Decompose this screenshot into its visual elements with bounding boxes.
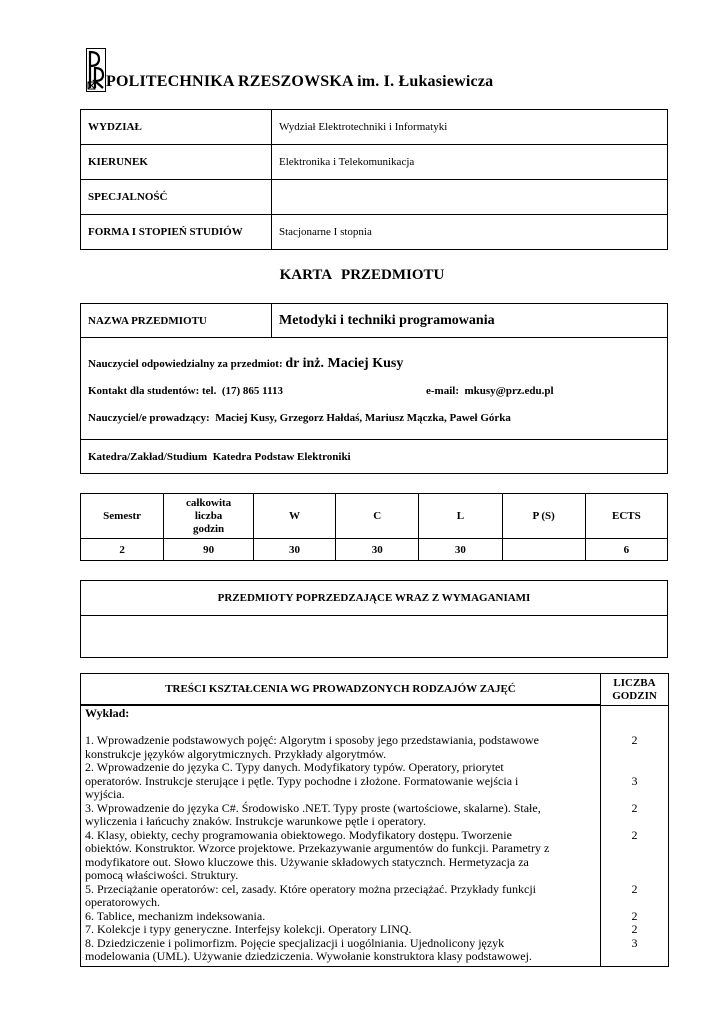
hours-column-header: LICZBA GODZIN — [601, 674, 669, 706]
hours-header: W — [253, 494, 335, 539]
list-item: 7. Kolekcje i typy generyczne. Interfejsy kolekcji. Operatory LINQ. — [85, 922, 412, 936]
info-row — [81, 180, 668, 215]
topic-list — [85, 734, 596, 964]
lecturers-line — [88, 411, 667, 425]
subject-table — [80, 303, 668, 474]
info-label: SPECJALNOŚĆ — [81, 180, 272, 215]
list-item: 8. Dziedziczenie i polimorfizm. Pojęcie specjalizacji i uogólniania. Ujednolicony język modelowania (UML). Używanie dziedziczenia. Wywołanie konstruktora klasy podstawowej. — [85, 935, 532, 963]
topic-hours: 2 — [631, 800, 638, 815]
list-item: 3. Wprowadzenie do języka C#. Środowisko .NET. Typy proste (wartościowe, skalarne). Stałe, wyliczenia i łańcuchy znaków. Instrukcje warunkowe pętle i operatory. — [85, 800, 541, 828]
hours-header: całkowita liczba godzin — [164, 494, 254, 539]
content-body — [81, 706, 601, 967]
list-item: 6. Tablice, mechanizm indeksowania. — [85, 908, 266, 923]
subject-name-label: NAZWA PRZEDMIOTU — [81, 304, 272, 338]
topic-hours: 2 — [631, 827, 638, 842]
teacher-line — [88, 357, 667, 371]
phone: (17) 865 1113 — [221, 384, 283, 397]
topic-hours: 2 — [631, 881, 638, 896]
info-value: Elektronika i Telekomunikacja — [272, 145, 668, 180]
info-value — [272, 180, 668, 215]
topic-hours: 2 — [631, 733, 638, 747]
department: Katedra Podstaw Elektroniki — [212, 450, 351, 463]
contact-line — [88, 384, 667, 398]
teacher-name: dr inż. Maciej Kusy — [285, 355, 404, 371]
department-label: Katedra/Zakład/Studium — [88, 450, 208, 463]
lecturers: Maciej Kusy, Grzegorz Hałdaś, Mariusz Mączka, Paweł Górka — [215, 411, 511, 424]
contact-label: Kontakt dla studentów: tel. — [88, 384, 217, 397]
list-item: 1. Wprowadzenie podstawowych pojęć: Algorytm i sposoby jego przedstawiania, podstawowe konstrukcje języków algorytmicznych. Przykłady algorytmów. — [85, 733, 540, 761]
info-row — [81, 215, 668, 250]
hours-value: 30 — [419, 539, 502, 561]
prerequisites-table — [80, 580, 668, 658]
info-value: Stacjonarne I stopnia — [272, 215, 668, 250]
email-link[interactable]: mkusy@prz.edu.pl — [464, 384, 554, 397]
lecture-section-label: Wykład: — [85, 706, 130, 720]
university-logo — [86, 48, 106, 92]
hours-table — [80, 493, 668, 561]
email-label: e-mail: — [426, 384, 459, 397]
info-row — [81, 110, 668, 145]
hours-header: L — [419, 494, 502, 539]
subject-name: Metodyki i techniki programowania — [272, 304, 668, 338]
lecturers-label: Nauczyciel/e prowadzący: — [88, 411, 210, 424]
list-item: 5. Przeciążanie operatorów: cel, zasady. Które operatory można przeciążać. Przykłady funkcji operatorowych. — [85, 881, 537, 909]
hours-value: 90 — [164, 539, 254, 561]
info-row — [81, 145, 668, 180]
hours-value: 6 — [585, 539, 667, 561]
info-label: WYDZIAŁ — [81, 110, 272, 145]
info-label: KIERUNEK — [81, 145, 272, 180]
teacher-label: Nauczyciel odpowiedzialny za przedmiot: — [88, 357, 283, 370]
list-item: 2. Wprowadzenie do języka C. Typy danych. Modyfikatory typów. Operatory, priorytet operatorów. Instrukcje sterujące i pętle. Typy pochodne i złożone. Formatowanie wejścia i wyjścia. — [85, 760, 519, 801]
list-item: 4. Klasy, obiekty, cechy programowania obiektowego. Modyfikatory dostępu. Tworzenie obiektów. Konstruktor. Wzorce projektowe. Przekazywanie argumentów do funkcji. Parametry z modyfikatore out. Słowo kluczowe this. Używanie składowych statycznch. Hermetyzacja za pomocą właściwości. Struktury. — [85, 827, 550, 882]
hours-header: ECTS — [585, 494, 667, 539]
prerequisites-title: PRZEDMIOTY POPRZEDZAJĄCE WRAZ Z WYMAGANIAMI — [81, 581, 668, 616]
topic-hours: 3 — [631, 773, 638, 788]
hours-value: 30 — [336, 539, 419, 561]
email-block — [426, 384, 554, 398]
card-title: KARTA PRZEDMIOTU — [279, 267, 445, 283]
topic-hours: 2 — [631, 922, 638, 936]
topic-hours: 3 — [631, 935, 638, 950]
university-name: POLITECHNIKA RZESZOWSKA im. I. Łukasiewicza — [106, 73, 494, 90]
faculty-info-table — [80, 109, 668, 250]
prerequisites-content — [81, 616, 668, 658]
hours-value — [502, 539, 585, 561]
subject-people-cell — [81, 338, 668, 440]
info-value: Wydział Elektrotechniki i Informatyki — [272, 110, 668, 145]
hours-header: C — [336, 494, 419, 539]
department-cell — [81, 440, 668, 474]
info-label: FORMA I STOPIEŃ STUDIÓW — [81, 215, 272, 250]
topic-hours: 2 — [631, 908, 638, 923]
course-content-table — [80, 673, 669, 967]
hours-value: 30 — [253, 539, 335, 561]
hours-value: 2 — [81, 539, 164, 561]
hours-header: P (S) — [502, 494, 585, 539]
hours-header: Semestr — [81, 494, 164, 539]
hours-body — [601, 706, 669, 967]
content-title: TREŚCI KSZTAŁCENIA WG PROWADZONYCH RODZAJÓW ZAJĘĆ — [81, 674, 601, 705]
spacer — [85, 721, 596, 735]
